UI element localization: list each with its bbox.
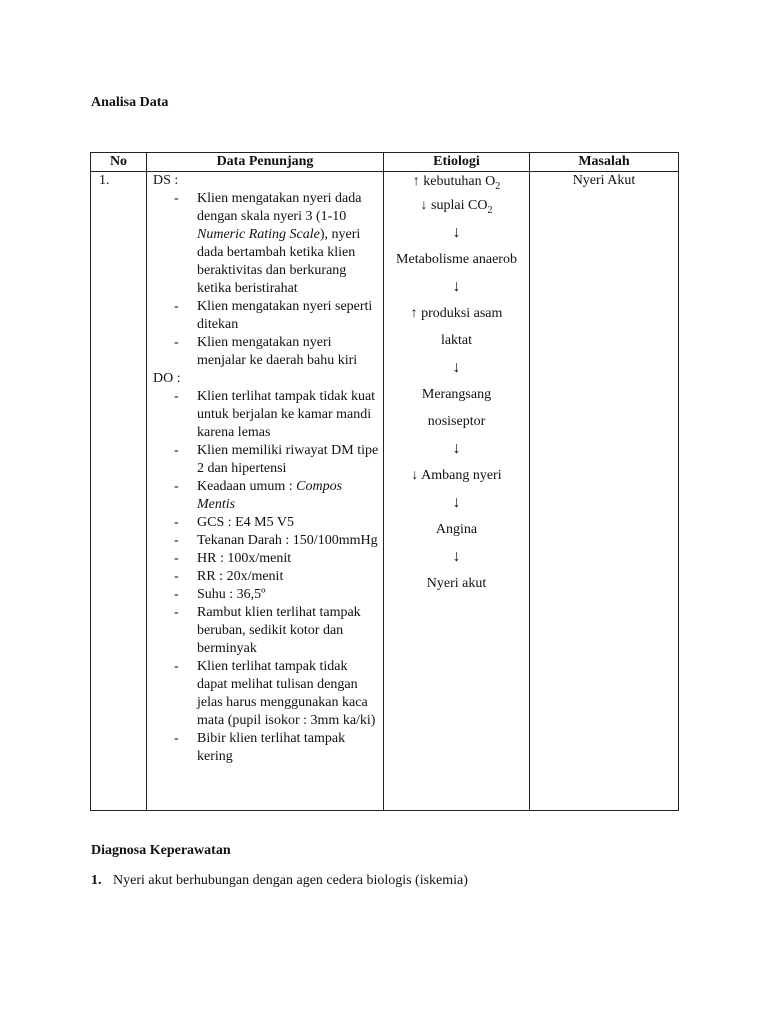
diagnosa-keperawatan-heading: Diagnosa Keperawatan <box>91 843 231 858</box>
item-text: GCS : E4 M5 V5 <box>197 515 294 530</box>
list-item <box>153 298 379 334</box>
etiologi-item: Metabolisme anaerob <box>396 252 517 267</box>
list-item <box>153 190 379 298</box>
data-penunjang-cell <box>147 172 384 811</box>
do-label: DO : <box>153 371 181 386</box>
etiologi-item: Angina <box>435 522 478 537</box>
item-text: Klien mengatakan nyeri menjalar ke daerah bahu kiri <box>197 335 358 368</box>
list-item <box>153 568 379 586</box>
etiologi-item: Nyeri akut <box>426 576 487 591</box>
etiologi-item: ↑ kebutuhan $O_2$ <box>412 174 501 192</box>
bullet-dash: - <box>174 191 179 206</box>
etiologi-item: ↓ suplai $CO_2$ <box>420 198 493 216</box>
down-arrow-icon: ↓ <box>452 224 461 241</box>
list-item <box>153 604 379 658</box>
header-masalah: Masalah <box>530 153 679 172</box>
down-arrow-icon: ↓ <box>452 440 461 457</box>
etiologi-item: nosiseptor <box>427 414 486 429</box>
bullet-dash: - <box>174 533 179 548</box>
item-text: RR : 20x/menit <box>197 569 284 584</box>
list-item <box>153 730 379 766</box>
list-item <box>153 658 379 730</box>
item-italic-text: Numeric Rating Scale <box>197 227 320 242</box>
bullet-dash: - <box>174 731 179 746</box>
item-text: ), nyeri dada bertambah ketika klien beraktivitas dan berkurang ketika beristirahat <box>197 227 361 296</box>
ds-label: DS : <box>153 173 179 188</box>
bullet-dash: - <box>174 335 179 350</box>
etiologi-item: ↓ Ambang nyeri <box>411 468 502 483</box>
item-text: Klien memiliki riwayat DM tipe 2 dan hipertensi <box>197 443 379 476</box>
diagnosa-list <box>91 872 468 890</box>
list-item <box>153 334 379 370</box>
etiologi-item: ↑ produksi asam <box>410 306 503 321</box>
bullet-dash: - <box>174 515 179 530</box>
table-row <box>91 172 679 811</box>
bullet-dash: - <box>174 389 179 404</box>
row-number: 1. <box>91 172 147 811</box>
bullet-dash: - <box>174 479 179 494</box>
list-item <box>153 532 379 550</box>
item-text: HR : 100x/menit <box>197 551 292 566</box>
down-arrow-icon: ↓ <box>452 548 461 565</box>
header-data-penunjang: Data Penunjang <box>147 153 384 172</box>
do-list <box>153 388 379 766</box>
item-text: Keadaan umum : <box>197 479 297 494</box>
header-no: No <box>91 153 147 172</box>
down-arrow-icon: ↓ <box>452 278 461 295</box>
list-item <box>153 586 379 604</box>
bullet-dash: - <box>174 587 179 602</box>
item-text: Klien terlihat tampak tidak dapat melihat tulisan dengan jelas harus menggunakan kaca mata (pupil isokor : 3mm ka/ki) <box>197 659 376 728</box>
item-text: Bibir klien terlihat tampak kering <box>197 731 346 764</box>
bullet-dash: - <box>174 299 179 314</box>
diagnosa-text: Nyeri akut berhubungan dengan agen cedera biologis (iskemia) <box>113 873 468 888</box>
analisa-data-table <box>90 152 679 811</box>
item-text: Suhu : 36,5º <box>197 587 266 602</box>
list-item <box>153 478 379 514</box>
header-etiologi: Etiologi <box>384 153 530 172</box>
bullet-dash: - <box>174 443 179 458</box>
item-text: Klien mengatakan nyeri dada dengan skala nyeri 3 (1-10 <box>197 191 362 224</box>
bullet-dash: - <box>174 551 179 566</box>
down-arrow-icon: ↓ <box>452 359 461 376</box>
analisa-data-heading: Analisa Data <box>91 95 169 110</box>
list-item <box>153 388 379 442</box>
list-item <box>153 514 379 532</box>
bullet-dash: - <box>174 569 179 584</box>
item-text: Klien mengatakan nyeri seperti ditekan <box>197 299 373 332</box>
masalah-cell: Nyeri Akut <box>530 172 679 811</box>
etiologi-cell <box>384 172 530 811</box>
item-text: Tekanan Darah : 150/100mmHg <box>197 533 378 548</box>
bullet-dash: - <box>174 659 179 674</box>
item-italic-text: Compos Mentis <box>197 479 343 512</box>
etiologi-item: laktat <box>440 333 473 348</box>
down-arrow-icon: ↓ <box>452 494 461 511</box>
item-text: Rambut klien terlihat tampak beruban, sedikit kotor dan berminyak <box>197 605 361 656</box>
list-item <box>153 442 379 478</box>
diagnosa-item <box>91 872 468 890</box>
etiologi-item: Merangsang <box>421 387 492 402</box>
list-item <box>153 550 379 568</box>
item-text: Klien terlihat tampak tidak kuat untuk berjalan ke kamar mandi karena lemas <box>197 389 376 440</box>
ds-list <box>153 190 379 370</box>
bullet-dash: - <box>174 605 179 620</box>
table-header-row <box>91 153 679 172</box>
diagnosa-number: 1. <box>91 873 102 888</box>
